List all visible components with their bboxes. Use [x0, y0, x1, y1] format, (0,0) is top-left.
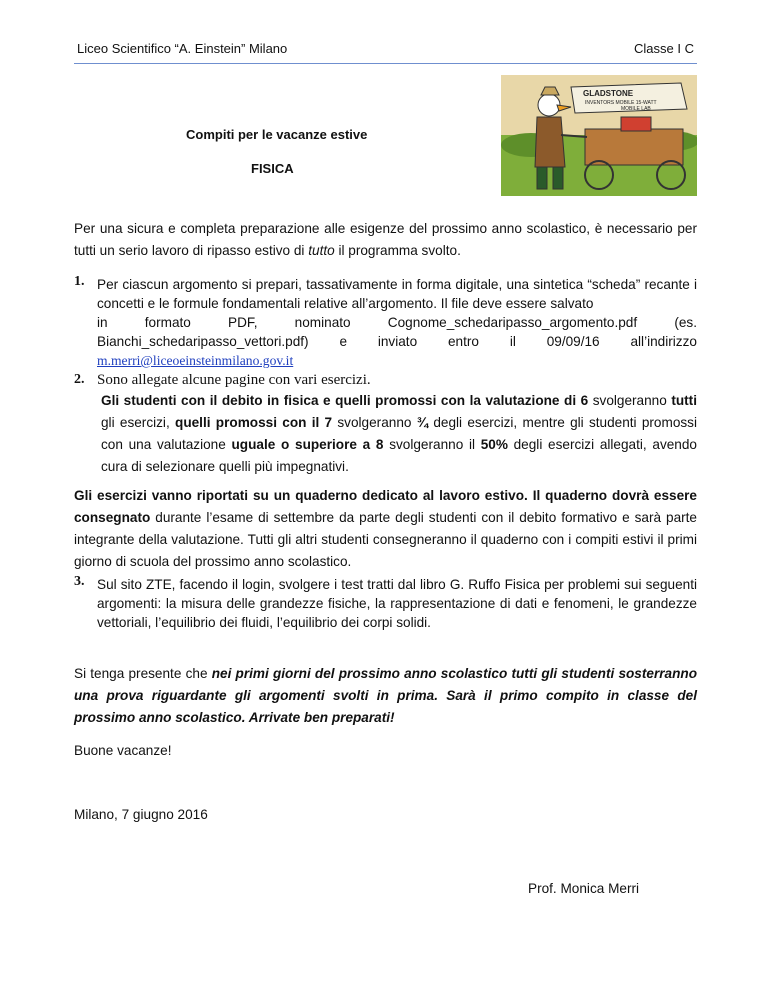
item1-number: 1.: [74, 274, 85, 289]
header-divider: [74, 63, 697, 64]
signature: Prof. Monica Merri: [528, 881, 640, 896]
document-title: Compiti per le vacanze estive: [186, 127, 368, 142]
greeting: Buone vacanze!: [74, 743, 172, 758]
notebook-paragraph: Gli esercizi vanno riportati su un quaderno dedicato al lavoro estivo. Il quaderno dovrà essere consegnato durante l’esame di settembre da parte degli studenti con il debito formativo e sarà parte integrante della valutazione. Tutti gli altri studenti consegneranno il quaderno con i compiti estivi il primi giorno di scuola del prossimo anno scolastico.: [74, 488, 697, 569]
date-line: Milano, 7 giugno 2016: [74, 807, 208, 822]
item1-text: Per ciascun argomento si prepari, tassativamente in forma digitale, una sintetica “scheda” recante i concetti e le formule fondamentali relative all’argomento. Il file deve essere salvato in formato PDF, nominato Cognome_schedaripasso_argomento.pdf (es. Bianchi_schedaripasso_vettori.pdf) e inviato entro il 09/09/16 all’indirizzo m.merri@liceoeinsteinmilano.gov.it: [97, 277, 697, 368]
item2-heading: Sono allegate alcune pagine con vari esercizi.: [97, 372, 371, 388]
email-link[interactable]: m.merri@liceoeinsteinmilano.gov.it: [97, 353, 294, 368]
item3-number: 3.: [74, 574, 85, 589]
notice-paragraph: Si tenga presente che nei primi giorni del prossimo anno scolastico tutti gli studenti sosterranno una prova riguardante gli argomenti svolti in prima. Sarà il primo compito in classe del prossimo anno scolastico. Arrivate ben preparati!: [74, 666, 698, 725]
cartoon-sign-text: GLADSTONE: [583, 89, 634, 98]
header-school: Liceo Scientifico “A. Einstein” Milano: [77, 41, 288, 56]
svg-text:INVENTORS MOBILE 15-WATT: INVENTORS MOBILE 15-WATT: [585, 100, 657, 106]
item2-number: 2.: [74, 372, 85, 387]
cartoon-illustration: [501, 75, 697, 196]
svg-text:MOBILE LAB: MOBILE LAB: [621, 106, 651, 112]
header-class: Classe I C: [634, 41, 694, 56]
intro-paragraph: Per una sicura e completa preparazione alle esigenze del prossimo anno scolastico, è necessario per tutti un serio lavoro di ripasso estivo di tutto il programma svolto.: [74, 221, 697, 258]
item3-text: Sul sito ZTE, facendo il login, svolgere i test tratti dal libro G. Ruffo Fisica per problemi sui seguenti argomenti: la misura delle grandezze fisiche, la rappresentazione di dati e fenomeni, le grandezze vettoriali, l’equilibrio dei fluidi, l’equilibrio dei corpi solidi.: [97, 577, 697, 630]
subject-title: FISICA: [251, 161, 294, 176]
item2-text: Gli studenti con il debito in fisica e quelli promossi con la valutazione di 6 svolgeranno tutti gli esercizi, quelli promossi con il 7 svolgeranno ¾ degli esercizi, mentre gli studenti promossi con una valutazione uguale o superiore a 8 svolgeranno il 50% degli esercizi allegati, avendo cura di selezionare quelli più impegnativi.: [101, 393, 697, 474]
